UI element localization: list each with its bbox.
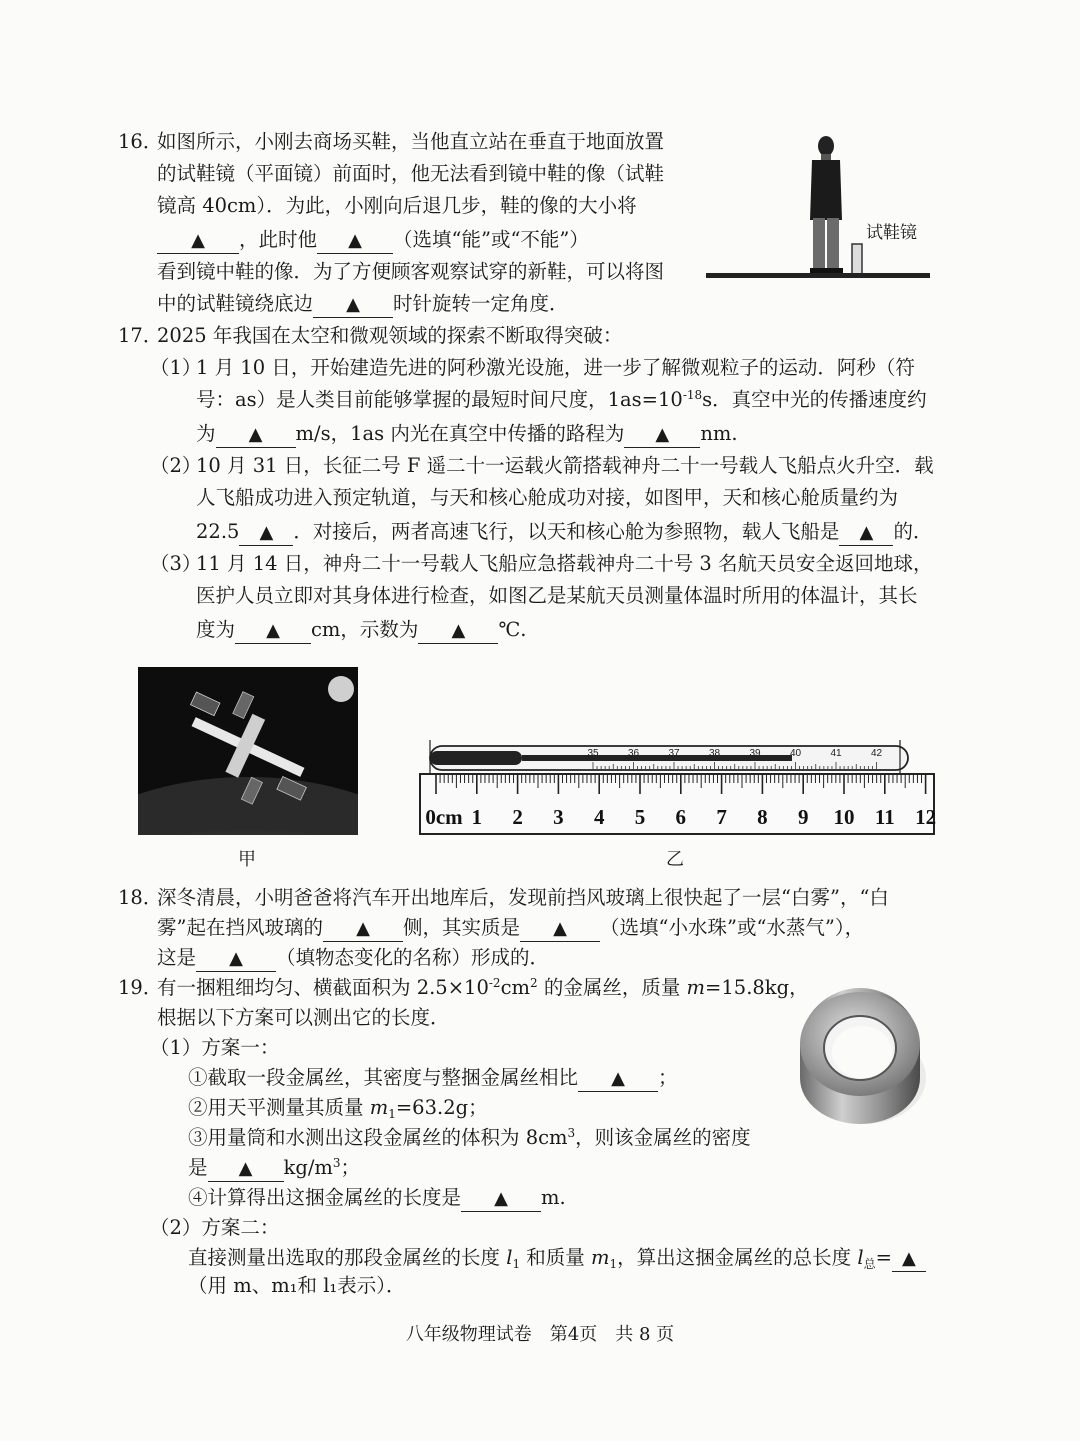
thermometer-label: 42 [870, 748, 883, 759]
ruler-label: 12 [915, 805, 937, 829]
ruler [420, 774, 936, 834]
q18-line-1: 深冬清晨，小明爸爸将汽车开出地库后，发现前挡风玻璃上很快起了一层“白雾”，“白 [157, 886, 889, 909]
answer-blank[interactable]: ▲ [235, 618, 311, 644]
q16-text-line-5: 看到镜中鞋的像．为了方便顾客观察试穿的新鞋，可以将图 [157, 260, 665, 283]
answer-blank[interactable]: ▲ [578, 1066, 658, 1092]
q17-part2-line-1: 10 月 31 日，长征二号 F 遥二十一运载火箭搭载神舟二十一号载人飞船点火升空．载 [196, 454, 934, 477]
ruler-label: 3 [553, 805, 564, 829]
answer-blank[interactable]: ▲ [157, 228, 239, 254]
q19-scheme-2-line-1: 直接测量出选取的那段金属丝的长度 $l_1$ 和质量 $m_1$，算出这捆金属丝的总长度 $l_总=$ ▲ [188, 1244, 926, 1272]
answer-blank[interactable]: ▲ [624, 422, 700, 448]
q18-line-3: 这是 ▲ （填物态变化的名称）形成的． [157, 944, 549, 972]
thermometer-label: 35 [587, 748, 599, 759]
ruler-label: 2 [512, 805, 523, 829]
q19-scheme-2-line-2: （用 m、m₁和 l₁表示）． [188, 1274, 406, 1297]
q19-line-1: 有一捆粗细均匀、横截面积为 $2.5\times 10^{-2}cm^2$ 的金属丝，质量 m=15.8kg， [157, 976, 809, 999]
q16-number: 16． [118, 130, 163, 153]
thermometer [430, 740, 908, 774]
q18-number: 18． [118, 886, 163, 909]
q18-line-2: 雾”起在挡风玻璃的 ▲ 侧，其实质是 ▲ （选填“小水珠”或“水蒸气”）， [157, 914, 864, 942]
q16-text-line-4: ▲ ，此时他 ▲ （选填“能”或“不能”） [157, 226, 589, 254]
q17-number: 17． [118, 324, 163, 347]
ruler-label: 4 [593, 805, 605, 829]
q19-number: 19． [118, 976, 163, 999]
mirror-label: 试鞋镜 [866, 223, 917, 243]
ruler-label: 11 [874, 805, 895, 829]
q16-text-line-1: 如图所示，小刚去商场买鞋，当他直立站在垂直于地面放置 [157, 130, 665, 153]
q17-part1-line-2: 号：as）是人类目前能够掌握的最短时间尺度，$1as=10^{-18}s$．真空中光的传播速度约 [196, 388, 927, 411]
answer-blank[interactable]: ▲ [208, 1156, 284, 1182]
q17-intro: 2025 年我国在太空和微观领域的探索不断取得突破： [157, 324, 623, 347]
ruler-label: 7 [716, 805, 727, 829]
q17-part1-line-1: 1 月 10 日，开始建造先进的阿秒激光设施，进一步了解微观粒子的运动．阿秒（符 [196, 356, 915, 379]
answer-blank[interactable]: ▲ [216, 422, 296, 448]
caption-jia: 甲 [238, 849, 256, 870]
q16-text-line-6: 中的试鞋镜绕底边 ▲ 时针旋转一定角度． [157, 290, 569, 318]
space-station-photo [138, 667, 358, 835]
answer-blank[interactable]: ▲ [461, 1186, 541, 1212]
q17-part3-line-3: 度为 ▲ cm，示数为 ▲ ℃. [196, 616, 526, 644]
answer-blank[interactable]: ▲ [839, 520, 893, 546]
q19-step-3: ③用量筒和水测出这段金属丝的体积为 $8cm^3$，则该金属丝的密度 [188, 1126, 751, 1149]
q19-step-1: ①截取一段金属丝，其密度与整捆金属丝相比 ▲ ； [188, 1064, 678, 1092]
thermometer-label: 39 [749, 748, 761, 759]
q19-line-2: 根据以下方案可以测出它的长度． [157, 1006, 450, 1029]
mirror [852, 244, 862, 274]
ruler-label: 9 [797, 805, 809, 829]
q19-scheme-2-title: （2）方案二： [150, 1216, 280, 1239]
person-silhouette [810, 136, 843, 274]
page-footer: 八年级物理试卷 第4页 共 8 页 [405, 1324, 675, 1345]
answer-blank[interactable]: ▲ [313, 292, 393, 318]
ruler-label: 8 [757, 805, 768, 829]
q19-step-4: ④计算得出这捆金属丝的长度是 ▲ m. [188, 1184, 566, 1212]
answer-blank[interactable]: ▲ [892, 1246, 926, 1272]
q17-part1-line-3: 为 ▲ m/s，1as 内光在真空中传播的路程为 ▲ nm. [196, 420, 738, 448]
answer-blank[interactable]: ▲ [418, 618, 498, 644]
ruler-label: 5 [634, 805, 646, 829]
answer-blank[interactable]: ▲ [520, 916, 600, 942]
thermometer-label: 36 [627, 748, 640, 759]
q19-scheme-1-title: （1）方案一： [150, 1036, 280, 1059]
moon [328, 676, 354, 702]
floor-line [706, 273, 930, 278]
answer-blank[interactable]: ▲ [323, 916, 403, 942]
q17-part3-number: （3） [150, 552, 202, 575]
answer-blank[interactable]: ▲ [196, 946, 276, 972]
thermometer-label: 38 [708, 748, 721, 759]
q16-text-line-3: 镜高 40cm）．为此，小刚向后退几步，鞋的像的大小将 [157, 194, 637, 217]
thermometer-label: 40 [789, 748, 802, 759]
answer-blank[interactable]: ▲ [317, 228, 393, 254]
q17-part3-line-2: 医护人员立即对其身体进行检查，如图乙是某航天员测量体温时所用的体温计，其长 [196, 584, 918, 607]
ruler-label: 0cm [425, 805, 463, 829]
thermometer-label: 37 [668, 748, 680, 759]
wire-coil-photo [790, 978, 930, 1130]
q17-part2-number: （2） [150, 454, 202, 477]
caption-yi: 乙 [666, 849, 684, 870]
answer-blank[interactable]: ▲ [239, 520, 293, 546]
q17-part3-line-1: 11 月 14 日，神舟二十一号载人飞船应急搭载神舟二十号 3 名航天员安全返回地球， [196, 552, 933, 575]
q16-text-line-2: 的试鞋镜（平面镜）前面时，他无法看到镜中鞋的像（试鞋 [157, 162, 665, 185]
q19-step-2: ②用天平测量其质量 $m_1=63.2g$； [188, 1096, 488, 1121]
shoe-mirror-figure [704, 132, 934, 282]
q17-part2-line-3: 22.5 ▲ ．对接后，两者高速飞行，以天和核心舱为参照物，载人飞船是 ▲ 的． [196, 518, 932, 546]
thermometer-ruler-figure [418, 738, 938, 838]
ruler-label: 10 [833, 805, 855, 829]
ruler-label: 1 [471, 805, 483, 829]
q19-step-3-cont: 是 ▲ $kg/m^3$； [188, 1154, 360, 1182]
thermometer-label: 41 [830, 748, 842, 759]
q17-part2-line-2: 人飞船成功进入预定轨道，与天和核心舱成功对接，如图甲，天和核心舱质量约为 [196, 486, 899, 509]
q17-part1-number: （1） [150, 356, 202, 379]
ruler-label: 6 [675, 805, 687, 829]
